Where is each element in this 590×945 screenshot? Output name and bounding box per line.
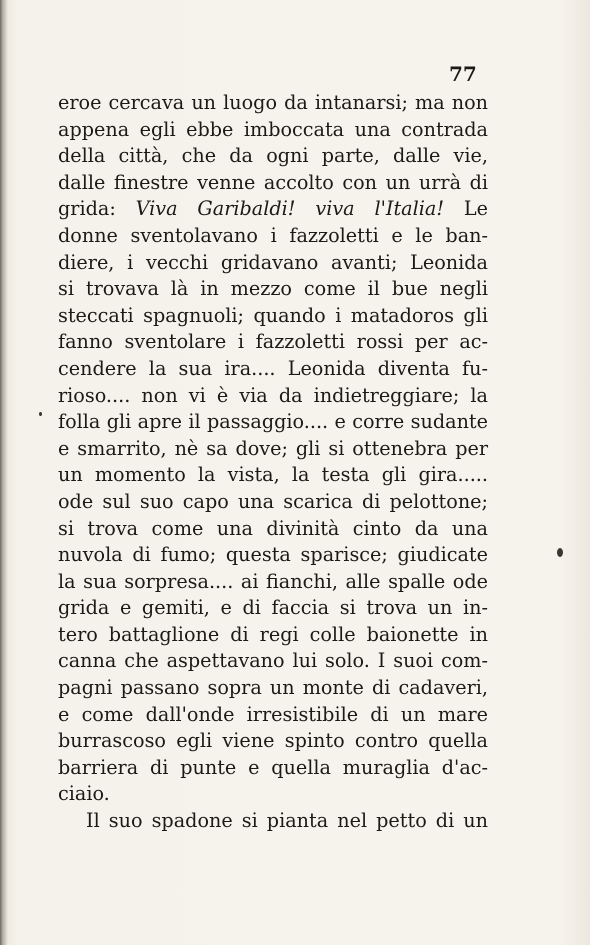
text-run: grida:	[58, 197, 136, 221]
text-line	[58, 622, 488, 649]
text-run: ode sul suo capo una scarica di pelottone;	[58, 489, 488, 513]
text-line	[58, 436, 488, 463]
text-run: canna che aspettavano lui solo. I suoi com-	[58, 649, 488, 673]
text-line	[58, 383, 488, 410]
text-run: pagni passano sopra un monte di cadaveri,	[58, 676, 488, 700]
text-line	[58, 516, 488, 543]
text-run: cendere la sua ira.... Leonida diventa fu-	[58, 356, 488, 380]
text-line	[58, 462, 488, 489]
text-run: diere, i vecchi gridavano avanti; Leonida	[58, 250, 488, 274]
text-run: ciaio.	[58, 782, 110, 806]
text-line	[58, 143, 488, 170]
text-line	[58, 542, 488, 569]
text-line	[58, 170, 488, 197]
text-line	[58, 90, 488, 117]
text-run: eroe cercava un luogo da intanarsi; ma non	[58, 91, 488, 114]
text-run: donne sventolavano i fazzoletti e le ban-	[58, 223, 488, 247]
text-run: e smarrito, nè sa dove; gli si ottenebra per	[58, 436, 488, 460]
text-run: Le	[444, 197, 488, 221]
text-run: si trova come una divinità cinto da una	[58, 516, 488, 540]
text-run: della città, che da ogni parte, dalle vie,	[58, 144, 488, 168]
text-line	[58, 276, 488, 303]
text-run: e come dall'onde irresistibile di un mare	[58, 702, 488, 726]
text-line	[58, 648, 488, 675]
text-run: Il suo spadone si pianta nel petto di un	[86, 809, 488, 833]
text-run: la sua sorpresa.... ai fianchi, alle spalle ode	[58, 569, 488, 593]
text-run: rioso.... non vi è via da indietreggiare; la	[58, 383, 488, 407]
text-line	[58, 595, 488, 622]
text-line	[58, 409, 488, 436]
text-line	[58, 329, 488, 356]
ink-speck	[39, 412, 42, 416]
text-run: un momento la vista, la testa gli gira.....	[58, 463, 488, 487]
text-run: folla gli apre il passaggio.... e corre sudante	[58, 410, 488, 434]
text-line	[58, 808, 488, 835]
page-number: 77	[449, 62, 477, 86]
text-line	[58, 755, 488, 782]
text-line	[58, 196, 488, 223]
ink-speck	[557, 548, 563, 557]
text-run: tero battaglione di regi colle baionette in	[58, 622, 488, 646]
body-text	[58, 90, 488, 835]
text-run: steccati spagnuoli; quando i matadoros gli	[58, 303, 488, 327]
text-run: appena egli ebbe imboccata una contrada	[58, 117, 488, 141]
text-line	[58, 781, 488, 808]
text-line	[58, 303, 488, 330]
text-line	[58, 117, 488, 144]
text-line	[58, 356, 488, 383]
text-line	[58, 223, 488, 250]
text-run: fanno sventolare i fazzoletti rossi per ac-	[58, 330, 488, 354]
text-run: burrascoso egli viene spinto contro quella	[58, 729, 488, 753]
text-line	[58, 675, 488, 702]
text-line	[58, 702, 488, 729]
text-run: dalle finestre venne accolto con un urrà di	[58, 170, 488, 194]
text-run: grida e gemiti, e di faccia si trova un in-	[58, 596, 488, 620]
text-run: nuvola di fumo; questa sparisce; giudicate	[58, 543, 488, 567]
text-line	[58, 569, 488, 596]
text-line	[58, 728, 488, 755]
italic-text: Viva Garibaldi! viva l'Italia!	[135, 197, 445, 221]
text-run: si trovava là in mezzo come il bue negli	[58, 277, 488, 301]
text-line	[58, 489, 488, 516]
text-line	[58, 250, 488, 277]
page-edge-shadow	[0, 0, 8, 945]
text-run: barriera di punte e quella muraglia d'ac-	[58, 755, 488, 779]
